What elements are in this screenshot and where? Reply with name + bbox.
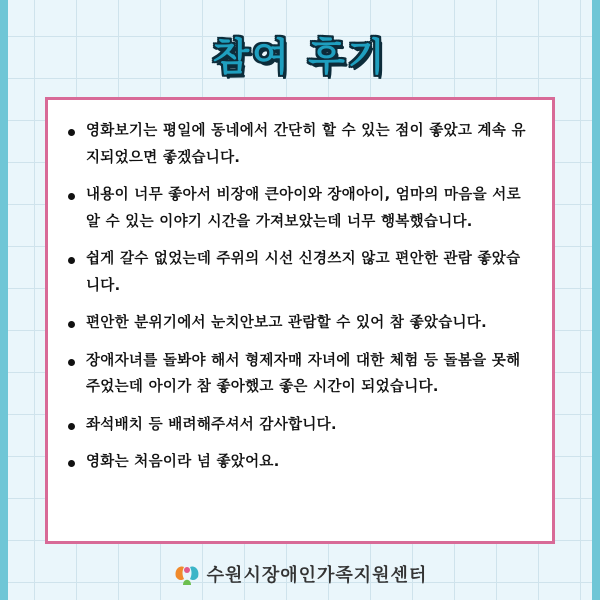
bullet-icon [68, 321, 75, 328]
review-item [68, 182, 534, 235]
review-item [68, 118, 534, 171]
review-text: 쉽게 갈수 없었는데 주위의 시선 신경쓰지 않고 편안한 관람 좋았습니다. [86, 251, 521, 294]
review-text: 편안한 분위기에서 눈치안보고 관람할 수 있어 참 좋았습니다. [86, 315, 487, 331]
bullet-icon [68, 359, 75, 366]
review-list [68, 118, 534, 476]
review-item [68, 348, 534, 401]
family-logo-icon [173, 561, 201, 587]
bullet-icon [68, 129, 75, 136]
page-title: 참여 후기 [212, 35, 388, 79]
review-item [68, 310, 534, 337]
bullet-icon [68, 193, 75, 200]
footer [0, 561, 600, 587]
review-text: 영화는 처음이라 넘 좋았어요. [86, 454, 280, 470]
review-text: 영화보기는 평일에 동네에서 간단히 할 수 있는 점이 좋았고 계속 유지되었으면 좋겠습니다. [86, 123, 526, 166]
bullet-icon [68, 257, 75, 264]
review-box [45, 97, 555, 544]
review-item [68, 246, 534, 299]
review-item [68, 412, 534, 439]
bullet-icon [68, 423, 75, 430]
review-item [68, 449, 534, 476]
review-text: 내용이 너무 좋아서 비장애 큰아이와 장애아이, 엄마의 마음을 서로 알 수 있는 이야기 시간을 가져보았는데 너무 행복했습니다. [86, 187, 521, 230]
review-text: 좌석배치 등 배려해주셔서 감사합니다. [86, 416, 337, 433]
organization-name: 수원시장애인가족지원센터 [206, 565, 428, 586]
review-text: 장애자녀를 돌봐야 해서 형제자매 자녀에 대한 체험 등 돌봄을 못해주었는데 아이가 참 좋아했고 좋은 시간이 되었습니다. [86, 352, 521, 395]
bullet-icon [68, 460, 75, 467]
